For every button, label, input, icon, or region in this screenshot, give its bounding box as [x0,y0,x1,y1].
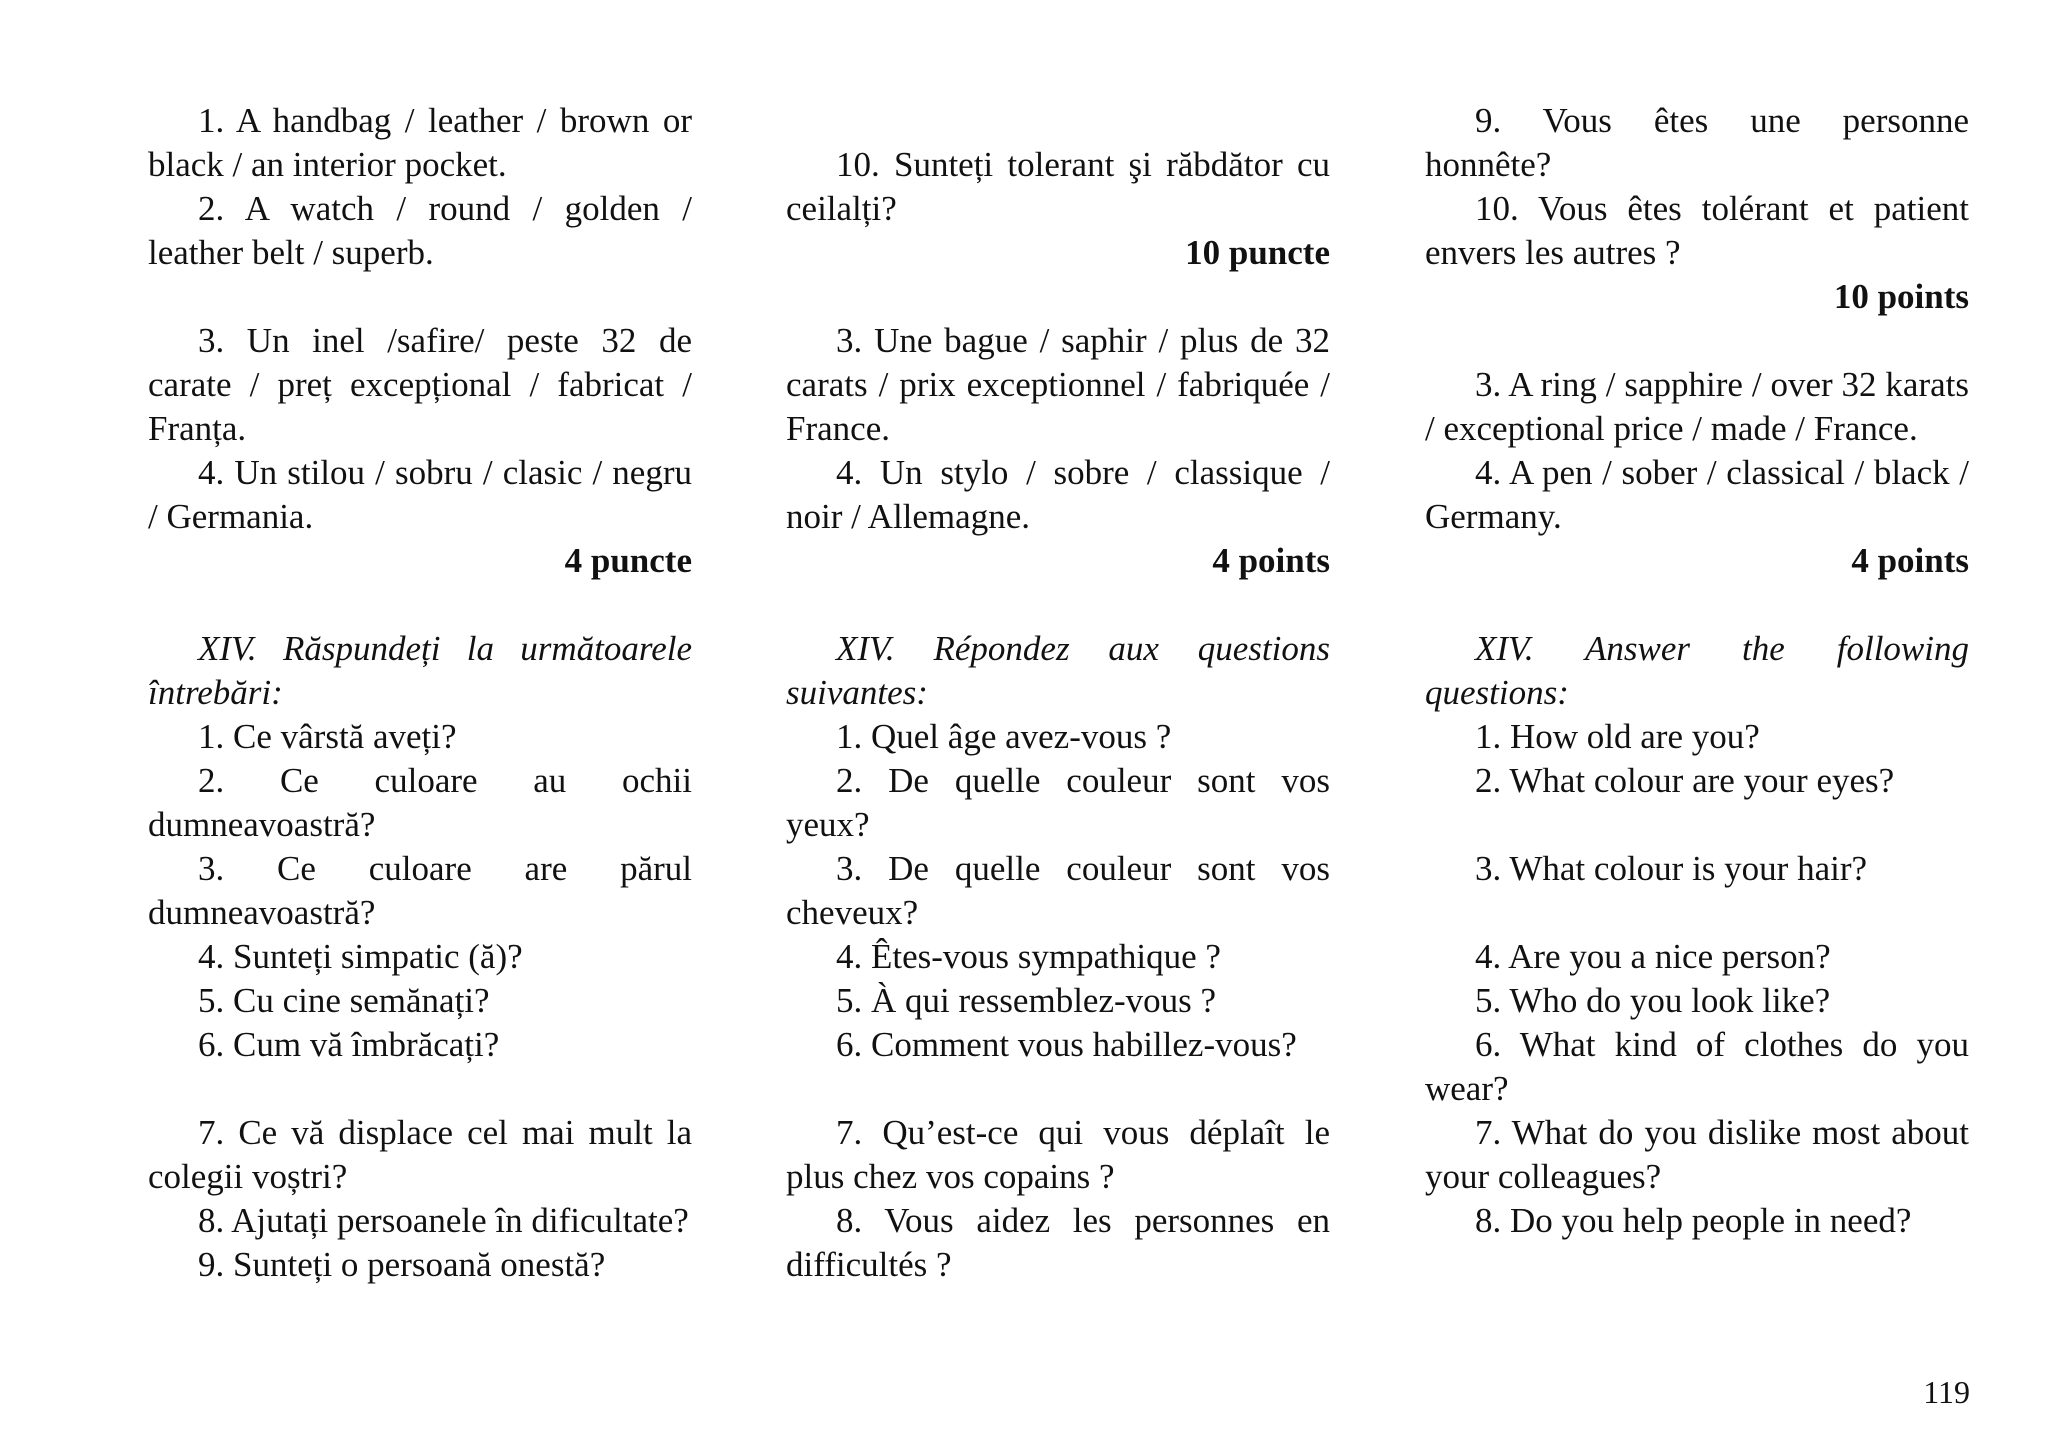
right-question-7: 7. What do you dislike most about your colleagues? [1425,1113,1969,1196]
right-question-1: 1. How old are you? [1475,717,1760,756]
spacer [148,1067,692,1111]
spacer [148,275,692,319]
middle-question-6: 6. Comment vous habillez-vous? [836,1025,1297,1064]
right-question-8: 8. Do you help people in need? [1475,1201,1912,1240]
middle-question-3: 3. De quelle couleur sont vos cheveux? [786,849,1330,932]
left-question-7: 7. Ce vă displace cel mai mult la colegii voștri? [148,1113,692,1196]
middle-question-1: 1. Quel âge avez-vous ? [836,717,1172,756]
right-score: 4 points [1851,541,1969,580]
right-question-10: 10. Vous êtes tolérant et patient envers les autres ? [1425,189,1969,272]
middle-score: 4 points [1212,541,1330,580]
right-item-4: 4. A pen / sober / classical / black / Germany. [1425,453,1969,536]
left-question-3: 3. Ce culoare are părul dumneavoastră? [148,849,692,932]
right-item-3: 3. A ring / sapphire / over 32 karats / exceptional price / made / France. [1425,365,1969,448]
left-question-5: 5. Cu cine semănați? [198,981,490,1020]
left-question-6: 6. Cum vă îmbrăcați? [198,1025,500,1064]
middle-column [786,143,1330,1287]
middle-item-3: 3. Une bague / saphir / plus de 32 carats / prix exceptionnel / fabriquée / France. [786,321,1330,448]
right-question-5: 5. Who do you look like? [1475,981,1831,1020]
spacer [148,583,692,627]
left-question-1: 1. Ce vârstă aveți? [198,717,457,756]
right-question-6: 6. What kind of clothes do you wear? [1425,1025,1969,1108]
middle-question-8: 8. Vous aidez les personnes en difficultés ? [786,1201,1330,1284]
middle-section-heading: XIV. Répondez aux questions suivantes: [786,629,1330,712]
right-score-top: 10 points [1833,277,1969,316]
middle-question-2: 2. De quelle couleur sont vos yeux? [786,761,1330,844]
middle-item-4: 4. Un stylo / sobre / classique / noir / Allemagne. [786,453,1330,536]
left-item-2: 2. A watch / round / golden / leather belt / superb. [148,189,692,272]
left-section-heading: XIV. Răspundeți la următoarele întrebări: [148,629,692,712]
right-question-3: 3. What colour is your hair? [1475,849,1868,888]
left-score: 4 puncte [564,541,692,580]
spacer [1425,319,1969,363]
spacer [1425,891,1969,935]
spacer [1425,803,1969,847]
middle-question-10: 10. Sunteți tolerant şi răbdător cu ceilalți? [786,145,1330,228]
middle-question-4: 4. Êtes-vous sympathique ? [836,937,1221,976]
page-number: 119 [1923,1374,1970,1410]
left-item-4: 4. Un stilou / sobru / clasic / negru / Germania. [148,453,692,536]
left-column [148,99,692,1287]
right-column [1425,99,1969,1243]
left-question-9: 9. Sunteți o persoană onestă? [198,1245,606,1284]
right-question-2: 2. What colour are your eyes? [1475,761,1895,800]
spacer [786,275,1330,319]
right-section-heading: XIV. Answer the following questions: [1425,629,1969,712]
spacer [786,583,1330,627]
middle-score-top: 10 puncte [1185,233,1330,272]
spacer [786,1067,1330,1111]
left-item-3: 3. Un inel /safire/ peste 32 de carate / preț excepțional / fabricat / Franța. [148,321,692,448]
right-question-4: 4. Are you a nice person? [1475,937,1831,976]
left-question-2: 2. Ce culoare au ochii dumneavoastră? [148,761,692,844]
right-question-9: 9. Vous êtes une personne honnête? [1425,101,1969,184]
middle-question-5: 5. À qui ressemblez-vous ? [836,981,1217,1020]
spacer [1425,583,1969,627]
left-question-4: 4. Sunteți simpatic (ă)? [198,937,523,976]
left-item-1: 1. A handbag / leather / brown or black / an interior pocket. [148,101,692,184]
left-question-8: 8. Ajutați persoanele în dificultate? [198,1201,689,1240]
middle-question-7: 7. Qu’est-ce qui vous déplaît le plus chez vos copains ? [786,1113,1330,1196]
